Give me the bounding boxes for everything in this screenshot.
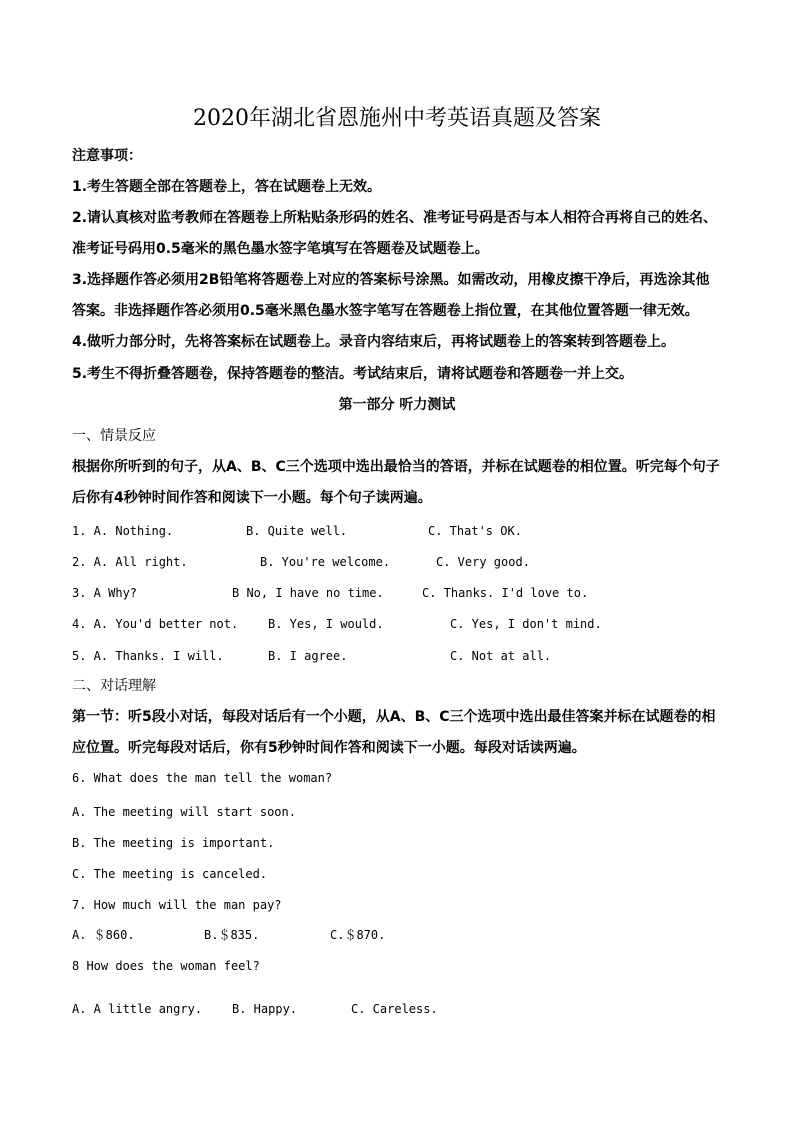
notice-heading: 注意事项： bbox=[72, 148, 142, 164]
option-c: C. Careless. bbox=[351, 1002, 438, 1016]
section-instruction: 第一节：听5段小对话，每段对话后有一个小题，从A、B、C三个选项中选出最佳答案并标在试题卷的相 bbox=[72, 709, 716, 725]
option-c: C. Very good. bbox=[436, 555, 530, 569]
option-c: C. Yes, I don't mind. bbox=[450, 617, 602, 631]
option-b: B. I agree. bbox=[268, 649, 348, 663]
option-b: B No, I have no time. bbox=[232, 586, 384, 600]
notice-item: 3.选择题作答必须用2B铅笔将答题卷上对应的答案标号涂黑。如需改动，用橡皮擦干净后，再选涂其他 bbox=[72, 272, 710, 288]
question-stem: 6. What does the man tell the woman? bbox=[72, 771, 333, 785]
question-stem: 8 How does the woman feel? bbox=[72, 959, 260, 973]
notice-item: 1.考生答题全部在答题卷上，答在试题卷上无效。 bbox=[72, 179, 382, 195]
option-a: 5. A. Thanks. I will. bbox=[72, 649, 224, 663]
option-b: B. Quite well. bbox=[246, 524, 348, 538]
option-a: A. ＄860. bbox=[72, 928, 135, 942]
option-c: C. Thanks. I'd love to. bbox=[422, 586, 589, 600]
option-a: 3. A Why? bbox=[72, 586, 138, 600]
notice-item: 2.请认真核对监考教师在答题卷上所粘贴条形码的姓名、准考证号码是否与本人相符合再将自己的姓名、 bbox=[72, 210, 718, 226]
option-a: A. The meeting will start soon. bbox=[72, 805, 296, 819]
section-instruction: 后你有4秒钟时间作答和阅读下一小题。每个句子读两遍。 bbox=[72, 490, 432, 506]
option-c: C. Not at all. bbox=[450, 649, 552, 663]
option-c: C. The meeting is canceled. bbox=[72, 867, 268, 881]
option-c: C.＄870. bbox=[330, 928, 386, 942]
option-b: B.＄835. bbox=[204, 928, 260, 942]
notice-item: 准考证号码用0.5毫米的黑色墨水签字笔填写在答题卷及试题卷上。 bbox=[72, 241, 489, 257]
option-a: 4. A. You'd better not. bbox=[72, 617, 239, 631]
section-instruction: 应位置。听完每段对话后，你有5秒钟时间作答和阅读下一小题。每段对话读两遍。 bbox=[72, 740, 586, 756]
part-title: 第一部分 听力测试 bbox=[338, 397, 456, 413]
option-a: 1. A. Nothing. bbox=[72, 524, 174, 538]
notice-item: 5.考生不得折叠答题卷，保持答题卷的整洁。考试结束后，请将试题卷和答题卷一并上交。 bbox=[72, 366, 634, 382]
option-b: B. The meeting is important. bbox=[72, 836, 275, 850]
section-title: 二、对话理解 bbox=[72, 678, 156, 694]
page-title: 2020年湖北省恩施州中考英语真题及答案 bbox=[193, 106, 601, 131]
option-a: A. A little angry. bbox=[72, 1002, 203, 1016]
notice-item: 答案。非选择题作答必须用0.5毫米黑色墨水签字笔写在答题卷上指位置，在其他位置答题一律无效。 bbox=[72, 303, 699, 319]
option-b: B. Yes, I would. bbox=[268, 617, 384, 631]
notice-item: 4.做听力部分时，先将答案标在试题卷上。录音内容结束后，再将试题卷上的答案转到答题卷上。 bbox=[72, 334, 676, 350]
section-instruction: 根据你所听到的句子，从A、B、C三个选项中选出最恰当的答语，并标在试题卷的相位置。听完每个句子 bbox=[72, 459, 720, 475]
option-a: 2. A. All right. bbox=[72, 555, 188, 569]
section-title: 一、情景反应 bbox=[72, 428, 156, 444]
option-b: B. Happy. bbox=[232, 1002, 298, 1016]
option-c: C. That's OK. bbox=[428, 524, 522, 538]
question-stem: 7. How much will the man pay? bbox=[72, 898, 282, 912]
option-b: B. You're welcome. bbox=[260, 555, 391, 569]
